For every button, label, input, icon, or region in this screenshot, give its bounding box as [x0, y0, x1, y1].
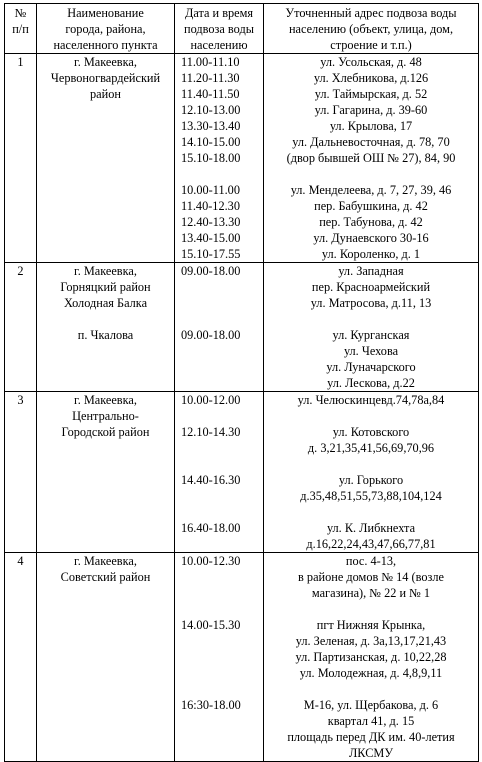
address-line: пер. Красноармейский: [311, 280, 431, 294]
address-line: ул. Партизанская, д. 10,22,28: [295, 650, 447, 664]
time-slot: 11.00-11.10: [181, 55, 240, 69]
address-line: ул. Курганская: [332, 328, 410, 342]
address-line: пер. Табунова, д. 42: [319, 215, 423, 229]
address-line: ул. Зеленая, д. 3а,13,17,21,43: [295, 634, 447, 648]
time-slot: [181, 649, 261, 665]
address-line: ул. Горького: [338, 473, 404, 487]
address-line: д. 3,21,35,41,56,69,70,96: [307, 441, 435, 455]
address-line: ул. Молодежная, д. 4,8,9,11: [299, 666, 443, 680]
address-line: ул. Короленко, д. 1: [321, 247, 421, 261]
time-slot: [181, 569, 261, 585]
time-slot: 13.40-15.00: [181, 231, 241, 245]
time-slot: [181, 440, 261, 456]
locality-line: г. Макеевка,: [74, 264, 137, 278]
address-line: ЛКСМУ: [348, 746, 394, 760]
header-time-line: Дата и время: [184, 6, 254, 20]
row-number: [5, 263, 37, 392]
address-line: ул. Лескова, д.22: [327, 376, 415, 390]
water-delivery-table: [4, 3, 479, 762]
header-num-line: п/п: [12, 22, 29, 36]
header-address-line: Уточненный адрес подвоза воды: [285, 6, 457, 20]
time-slot: 10.00-11.00: [181, 183, 240, 197]
time-slot: 16:30-18.00: [181, 698, 241, 712]
address-line: д.16,22,24,43,47,66,77,81: [306, 537, 436, 551]
time-slot: [181, 166, 261, 182]
address-line: М-16, ул. Щербакова, д. 6: [303, 698, 439, 712]
table-row: [5, 54, 479, 263]
header-name-line: Наименование: [67, 6, 144, 20]
time-slot: 10.00-12.00: [181, 393, 241, 407]
address-line: ул. Гагарина, д. 39-60: [314, 103, 428, 117]
header-time-line: подвоза воды: [184, 22, 254, 36]
address-line: [266, 681, 476, 697]
row-number: [5, 392, 37, 553]
row-number: [5, 553, 37, 762]
locality-name: [37, 263, 175, 392]
header-num: [5, 4, 37, 54]
address-line: ул. Луначарского: [326, 360, 416, 374]
address-line: ул. Матросова, д.11, 13: [310, 296, 432, 310]
delivery-addresses: [264, 54, 479, 263]
time-slot: [181, 633, 261, 649]
address-line: ул. Таймырская, д. 52: [314, 87, 428, 101]
time-slot: 09.00-18.00: [181, 264, 241, 278]
time-slot: [181, 504, 261, 520]
address-line: ул. Дунаевского 30-16: [313, 231, 429, 245]
time-slot: 16.40-18.00: [181, 521, 241, 535]
address-line: квартал 41, д. 15: [327, 714, 415, 728]
delivery-addresses: [264, 263, 479, 392]
time-slot: [181, 279, 261, 295]
address-line: [266, 311, 476, 327]
time-slot: [181, 681, 261, 697]
locality-name: [37, 553, 175, 762]
address-line: ул. Котовского: [332, 425, 410, 439]
table-row: [5, 392, 479, 553]
table-body: [5, 54, 479, 762]
time-slot: [181, 601, 261, 617]
time-slot: 14.10-15.00: [181, 135, 241, 149]
locality-name: [37, 54, 175, 263]
locality-line: Городской район: [61, 425, 150, 439]
header-address: [264, 4, 479, 54]
address-line: ул. К. Либкнехта: [326, 521, 416, 535]
locality-line: Червоногвардейский: [50, 71, 161, 85]
locality-name: [37, 392, 175, 553]
time-slot: 12.10-13.00: [181, 103, 241, 117]
time-slot: [181, 456, 261, 472]
locality-line: район: [90, 87, 121, 101]
header-num-line: №: [14, 6, 27, 20]
locality-line: Центрально-: [72, 409, 139, 423]
time-slot: 12.40-13.30: [181, 215, 241, 229]
address-line: ул. Усольская, д. 48: [320, 55, 422, 69]
row-number-text: 4: [17, 554, 24, 568]
time-slot: 13.30-13.40: [181, 119, 241, 133]
time-slot: 15.10-18.00: [181, 151, 241, 165]
header-name-line: населенного пункта: [53, 38, 158, 52]
address-line: [266, 408, 476, 424]
address-line: [266, 166, 476, 182]
time-slot: [181, 665, 261, 681]
address-line: (двор бывшей ОШ № 27), 84, 90: [286, 151, 456, 165]
locality-line: [39, 311, 172, 327]
header-address-line: населению (объект, улица, дом,: [288, 22, 454, 36]
time-slot: [181, 585, 261, 601]
delivery-times: [175, 54, 264, 263]
delivery-times: [175, 263, 264, 392]
time-slot: [181, 295, 261, 311]
address-line: в районе домов № 14 (возле: [298, 570, 444, 584]
header-time: [175, 4, 264, 54]
address-line: магазина), № 22 и № 1: [311, 586, 431, 600]
header-address-line: строение и т.п.): [330, 38, 412, 52]
delivery-times: [175, 392, 264, 553]
row-number-text: 3: [17, 393, 24, 407]
address-line: д.35,48,51,55,73,88,104,124: [300, 489, 442, 503]
time-slot: 11.40-12.30: [181, 199, 240, 213]
address-line: пер. Бабушкина, д. 42: [314, 199, 428, 213]
time-slot: [181, 311, 261, 327]
row-number: [5, 54, 37, 263]
address-line: ул. Дальневосточная, д. 78, 70: [292, 135, 450, 149]
address-line: [266, 504, 476, 520]
address-line: [266, 601, 476, 617]
table-row: [5, 553, 479, 762]
time-slot: 09.00-18.00: [181, 328, 241, 342]
locality-line: г. Макеевка,: [74, 55, 137, 69]
address-line: [266, 456, 476, 472]
header-time-line: населению: [190, 38, 248, 52]
table-header: [5, 4, 479, 54]
locality-line: Советский район: [60, 570, 151, 584]
time-slot: 14.00-15.30: [181, 618, 241, 632]
header-name: [37, 4, 175, 54]
time-slot: 14.40-16.30: [181, 473, 241, 487]
row-number-text: 1: [17, 55, 24, 69]
address-line: ул. Менделеева, д. 7, 27, 39, 46: [290, 183, 452, 197]
locality-line: п. Чкалова: [77, 328, 134, 342]
time-slot: 12.10-14.30: [181, 425, 241, 439]
time-slot: 11.40-11.50: [181, 87, 240, 101]
locality-line: Горняцкий район: [60, 280, 151, 294]
table-row: [5, 263, 479, 392]
address-line: ул. Западная: [338, 264, 404, 278]
address-line: площадь перед ДК им. 40-летия: [287, 730, 455, 744]
address-line: ул. Хлебникова, д.126: [313, 71, 429, 85]
time-slot: 15.10-17.55: [181, 247, 241, 261]
delivery-addresses: [264, 392, 479, 553]
time-slot: 11.20-11.30: [181, 71, 240, 85]
locality-line: г. Макеевка,: [74, 554, 137, 568]
time-slot: 10.00-12.30: [181, 554, 241, 568]
time-slot: [181, 488, 261, 504]
address-line: пгт Нижняя Крынка,: [316, 618, 426, 632]
delivery-times: [175, 553, 264, 762]
row-number-text: 2: [17, 264, 24, 278]
locality-line: г. Макеевка,: [74, 393, 137, 407]
time-slot: [181, 408, 261, 424]
address-line: ул. Чехова: [343, 344, 399, 358]
address-line: пос. 4-13,: [345, 554, 397, 568]
locality-line: Холодная Балка: [63, 296, 148, 310]
delivery-addresses: [264, 553, 479, 762]
header-name-line: города, района,: [65, 22, 146, 36]
address-line: ул. Челюскинцевд.74,78а,84: [297, 393, 445, 407]
address-line: ул. Крылова, 17: [329, 119, 413, 133]
